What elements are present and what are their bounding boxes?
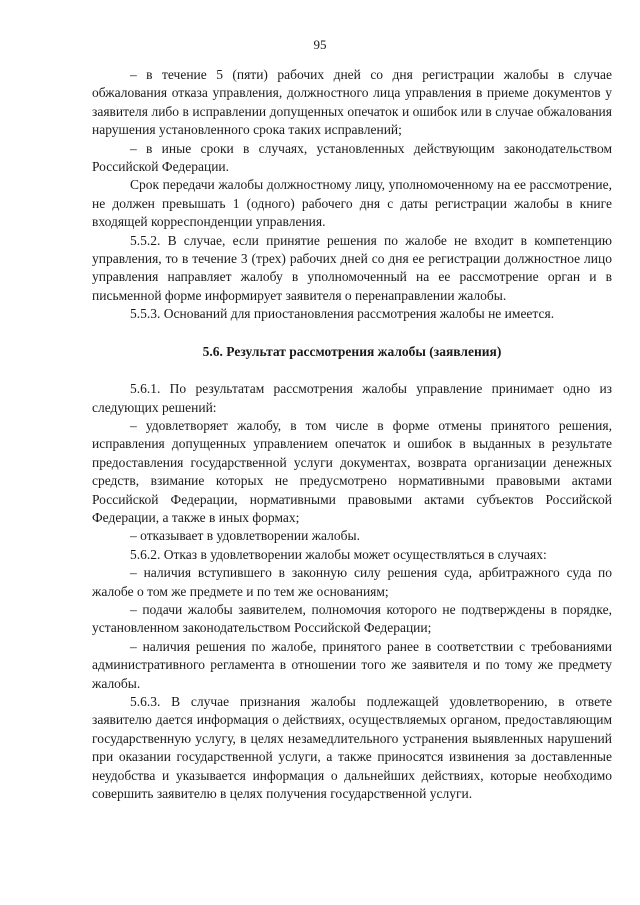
paragraph-5-5-3: 5.5.3. Оснований для приостановления рассмотрения жалобы не имеется. (130, 306, 555, 322)
document-body (92, 66, 612, 803)
list-item-refuse-complaint: – отказывает в удовлетворении жалобы. (130, 528, 360, 544)
section-heading-5-6: 5.6. Результат рассмотрения жалобы (заявления) (202, 343, 502, 359)
list-item-court-decision: – наличия вступившего в законную силу решения суда, арбитражного суда по жалобе о том же предмете и по тем же основаниям; (92, 565, 612, 599)
list-item-prior-decision: – наличия решения по жалобе, принятого ранее в соответствии с требованиями административного регламента в отношении того же заявителя и по тому же предмету жалобы. (92, 638, 612, 691)
page-number: 95 (313, 37, 327, 52)
list-item-satisfy-complaint: – удовлетворяет жалобу, в том числе в форме отмены принятого решения, исправления допущенных управлением опечаток и ошибок в выданных в результате предоставления государственной услуги документах, возврата организации денежных средств, взимание которых не предусмотрено нормативными правовыми актами Российской Федерации, нормативными правовыми актами субъектов Российской Федерации, а также в иных формах; (92, 417, 612, 525)
paragraph-5-6-1: 5.6.1. По результатам рассмотрения жалобы управление принимает одно из следующих решений: (92, 381, 612, 415)
paragraph-deadline-5-days: – в течение 5 (пяти) рабочих дней со дня регистрации жалобы в случае обжалования отказа управления, должностного лица управления в приеме документов у заявителя либо в исправлении допущенных опечаток и ошибок или в случае обжалования нарушения установленного срока таких исправлений; (92, 67, 612, 138)
paragraph-5-6-3: 5.6.3. В случае признания жалобы подлежащей удовлетворению, в ответе заявителю дается информация о действиях, осуществляемых органом, предоставляющим государственную услугу, в целях незамедлительного устранения выявленных нарушений при оказании государственной услуги, а также приносятся извинения за доставленные неудобства и указывается информация о дальнейших действиях, которые необходимо совершить заявителю в целях получения государственной услуги. (92, 694, 612, 802)
list-item-unconfirmed-authority: – подачи жалобы заявителем, полномочия которого не подтверждены в порядке, установленном законодательством Российской Федерации; (92, 601, 612, 636)
paragraph-other-deadlines: – в иные сроки в случаях, установленных действующим законодательством Российской Федерации. (92, 140, 612, 175)
paragraph-5-6-2: 5.6.2. Отказ в удовлетворении жалобы может осуществляться в случаях: (130, 546, 547, 562)
paragraph-5-5-2: 5.5.2. В случае, если принятие решения по жалобе не входит в компетенцию управления, то в течение 3 (трех) рабочих дней со дня ее регистрации должностное лицо управления направляет жалобу в уполномоченный на ее рассмотрение орган и в письменной форме информирует заявителя о перенаправлении жалобы. (92, 232, 612, 303)
paragraph-transfer-deadline: Срок передачи жалобы должностному лицу, уполномоченному на ее рассмотрение, не должен превышать 1 (одного) рабочего дня с даты регистрации жалобы в книге входящей корреспонденции управления. (92, 177, 612, 230)
